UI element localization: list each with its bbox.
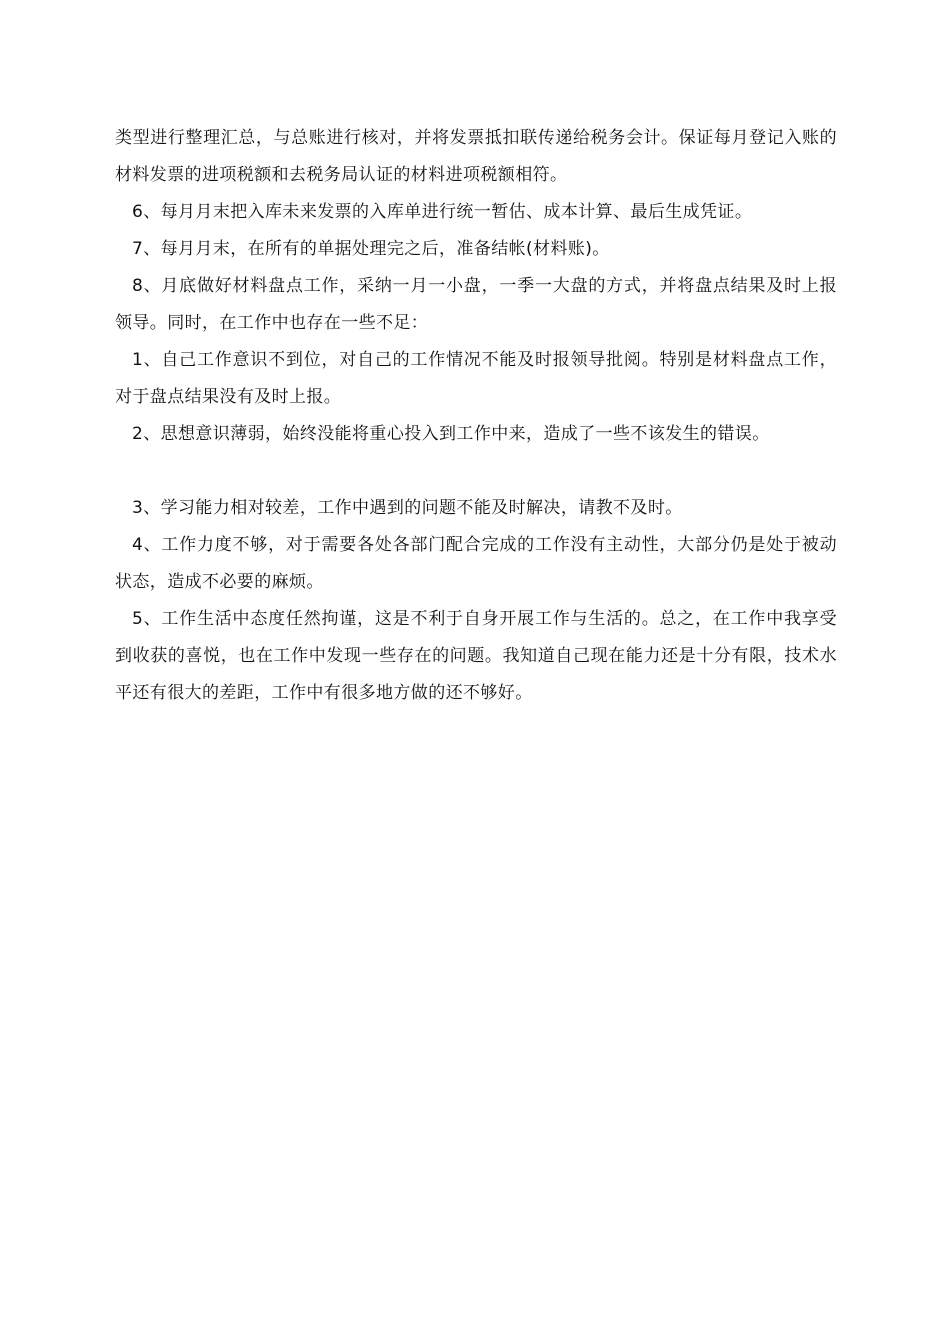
paragraph-gap (115, 453, 837, 490)
paragraph-shortcoming-3: 3、学习能力相对较差，工作中遇到的问题不能及时解决，请教不及时。 (132, 498, 683, 518)
paragraph-shortcoming-1: 1、自己工作意识不到位，对自己的工作情况不能及时报领导批阅。特别是材料盘点工作，对于盘点结果没有及时上报。 (115, 350, 837, 407)
paragraph-continuation: 类型进行整理汇总，与总账进行核对，并将发票抵扣联传递给税务会计。保证每月登记入账的材料发票的进项税额和去税务局认证的材料进项税额相符。 (115, 128, 837, 185)
paragraph-shortcoming-5: 5、工作生活中态度任然拘谨，这是不利于自身开展工作与生活的。总之，在工作中我享受到收获的喜悦，也在工作中发现一些存在的问题。我知道自己现在能力还是十分有限，技术水平还有很大的差距，工作中有很多地方做的还不够好。 (115, 609, 837, 703)
paragraph-item-7: 7、每月月末，在所有的单据处理完之后，准备结帐(材料账)。 (132, 239, 610, 259)
paragraph-shortcoming-2: 2、思想意识薄弱，始终没能将重心投入到工作中来，造成了一些不该发生的错误。 (132, 424, 770, 444)
document-body (115, 120, 837, 712)
paragraph-shortcoming-4: 4、工作力度不够，对于需要各处各部门配合完成的工作没有主动性，大部分仍是处于被动状态，造成不必要的麻烦。 (115, 535, 837, 592)
paragraph-item-8: 8、月底做好材料盘点工作，采纳一月一小盘，一季一大盘的方式，并将盘点结果及时上报领导。同时，在工作中也存在一些不足： (115, 276, 837, 333)
paragraph-item-6: 6、每月月末把入库未来发票的入库单进行统一暂估、成本计算、最后生成凭证。 (132, 202, 753, 222)
